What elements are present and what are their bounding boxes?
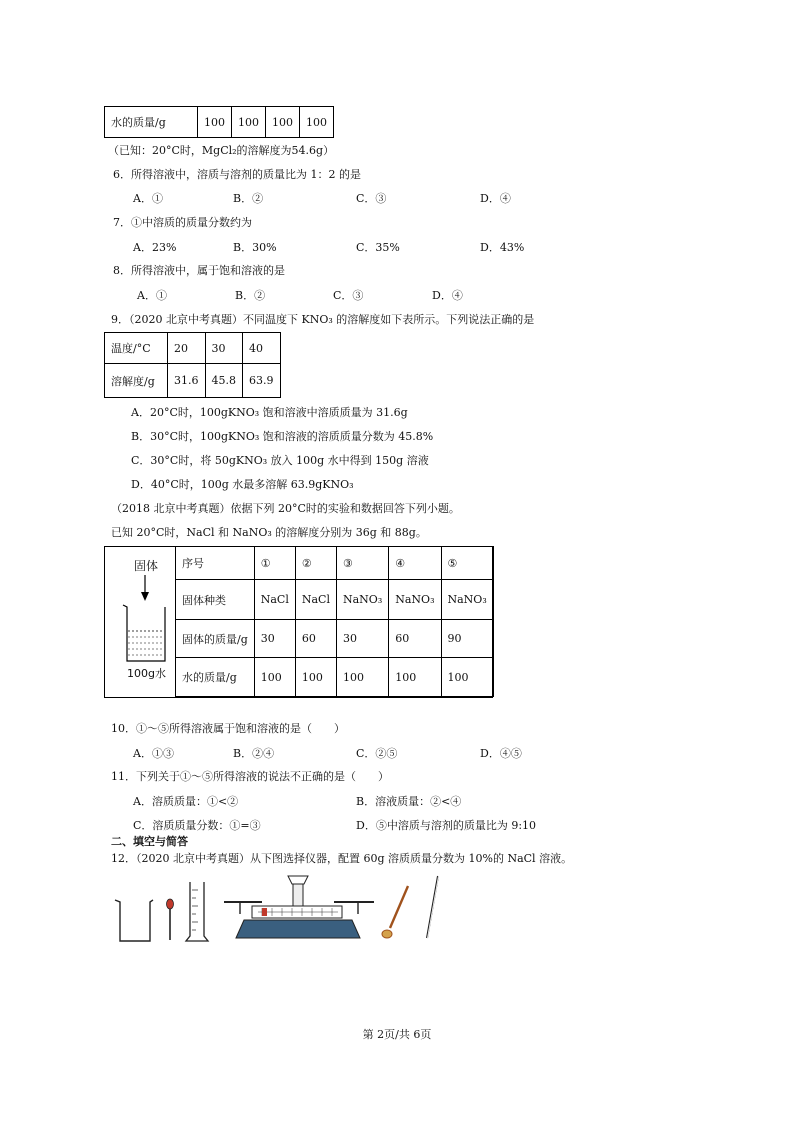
q6-option-a[interactable]: A．①	[133, 192, 163, 205]
q8-option-c[interactable]: C．③	[333, 289, 364, 302]
table-cell: 100	[300, 107, 334, 138]
table-cell: 100	[389, 658, 441, 697]
table-cell: 30	[205, 333, 243, 364]
q6-option-d[interactable]: D．④	[480, 192, 511, 205]
table-cell: 30	[254, 620, 295, 658]
table-cell: 100	[232, 107, 266, 138]
q10-option-b[interactable]: B．②④	[233, 747, 275, 760]
table-cell: NaCl	[295, 580, 336, 620]
beaker-icon	[115, 900, 153, 941]
q6-option-c[interactable]: C．③	[356, 192, 387, 205]
table-label: 溶解度/g	[105, 364, 168, 398]
table-cell: 100	[254, 658, 295, 697]
q11-option-d[interactable]: D．⑤中溶质与溶剂的质量比为 9:10	[356, 819, 537, 832]
graduated-cylinder-icon	[186, 882, 208, 941]
table-cell: NaNO₃	[441, 580, 493, 620]
table-cell: NaCl	[254, 580, 295, 620]
q7-option-c[interactable]: C．35%	[356, 241, 400, 254]
q7-option-d[interactable]: D．43%	[480, 241, 525, 254]
table-cell: 100	[441, 658, 493, 697]
table-header: ②	[295, 547, 336, 580]
table-cell: 31.6	[168, 364, 206, 398]
dropper-icon	[167, 899, 174, 940]
q10-option-c[interactable]: C．②⑤	[356, 747, 398, 760]
q8-option-b[interactable]: B．②	[235, 289, 266, 302]
question-10-stem: 10．①～⑤所得溶液属于饱和溶液的是（ ）	[111, 722, 345, 735]
experiment-data-grid	[175, 546, 494, 697]
table-cell: NaNO₃	[337, 580, 389, 620]
q8-option-a[interactable]: A．①	[137, 289, 167, 302]
table-header: ①	[254, 547, 295, 580]
question-6-stem: 6．所得溶液中，溶质与溶剂的质量比为 1：2 的是	[113, 168, 361, 181]
section-heading: 二、填空与简答	[111, 835, 188, 848]
table-cell: 30	[337, 620, 389, 658]
q11-option-a[interactable]: A．溶质质量：①<②	[133, 795, 239, 808]
table-cell: 100	[337, 658, 389, 697]
experiment-table	[104, 546, 493, 698]
q9-option-c[interactable]: C．30°C时，将 50gKNO₃ 放入 100g 水中得到 150g 溶液	[131, 454, 429, 467]
table-header: 序号	[176, 547, 255, 580]
table-label: 温度/°C	[105, 333, 168, 364]
q8-option-d[interactable]: D．④	[432, 289, 463, 302]
q9-option-a[interactable]: A．20°C时，100gKNO₃ 饱和溶液中溶质质量为 31.6g	[131, 406, 408, 419]
table-cell: 100	[198, 107, 232, 138]
table-header: ③	[337, 547, 389, 580]
table-header: ④	[389, 547, 441, 580]
beaker-with-arrow-icon	[117, 575, 169, 663]
q6-option-b[interactable]: B．②	[233, 192, 264, 205]
q10-option-d[interactable]: D．④⑤	[480, 747, 522, 760]
question-8-stem: 8．所得溶液中，属于饱和溶液的是	[113, 264, 285, 277]
beaker-figure	[105, 547, 176, 697]
q9-option-b[interactable]: B．30°C时，100gKNO₃ 饱和溶液的溶质质量分数为 45.8%	[131, 430, 434, 443]
question-12-stem: 12．（2020 北京中考真题）从下图选择仪器，配置 60g 溶质质量分数为 10%的 NaCl 溶液。	[111, 852, 573, 865]
q11-option-b[interactable]: B．溶液质量：②<④	[356, 795, 462, 808]
q7-option-a[interactable]: A．23%	[133, 241, 177, 254]
table-header: ⑤	[441, 547, 493, 580]
table-label: 固体的质量/g	[176, 620, 255, 658]
table-label: 水的质量/g	[105, 107, 198, 138]
table-cell: 63.9	[243, 364, 281, 398]
q7-option-b[interactable]: B．30%	[233, 241, 277, 254]
question-9-stem: 9．（2020 北京中考真题）不同温度下 KNO₃ 的溶解度如下表所示。下列说法正确的是	[111, 313, 535, 326]
q10-option-a[interactable]: A．①③	[133, 747, 174, 760]
lab-instruments-figure	[112, 872, 448, 944]
figure-water-label: 100g水	[127, 667, 166, 680]
kno3-solubility-table	[104, 332, 281, 398]
question-7-stem: 7．①中溶质的质量分数约为	[113, 216, 252, 229]
table-cell: 100	[295, 658, 336, 697]
table-cell: 45.8	[205, 364, 243, 398]
table-cell: 40	[243, 333, 281, 364]
page-footer: 第 2页/共 6页	[362, 1028, 432, 1041]
q11-option-c[interactable]: C．溶质质量分数：①=③	[133, 819, 261, 832]
medicine-spoon-icon	[382, 886, 408, 938]
q9-option-d[interactable]: D．40°C时，100g 水最多溶解 63.9gKNO₃	[131, 478, 354, 491]
table-cell: NaNO₃	[389, 580, 441, 620]
table-cell: 60	[295, 620, 336, 658]
table-label: 水的质量/g	[176, 658, 255, 697]
group-known: 已知 20°C时，NaCl 和 NaNO₃ 的溶解度分别为 36g 和 88g。	[111, 526, 427, 539]
glass-rod-icon	[427, 876, 439, 938]
figure-solid-label: 固体	[134, 559, 159, 573]
group-intro: （2018 北京中考真题）依据下列 20°C时的实验和数据回答下列小题。	[111, 502, 460, 515]
mgcl2-note: （已知：20°C时，MgCl₂的溶解度为54.6g）	[108, 144, 335, 157]
table-cell: 100	[266, 107, 300, 138]
water-mass-table	[104, 106, 334, 138]
question-11-stem: 11．下列关于①～⑤所得溶液的说法不正确的是（ ）	[111, 770, 389, 783]
table-cell: 60	[389, 620, 441, 658]
table-label: 固体种类	[176, 580, 255, 620]
table-cell: 90	[441, 620, 493, 658]
table-cell: 20	[168, 333, 206, 364]
balance-scale-icon	[224, 876, 374, 938]
